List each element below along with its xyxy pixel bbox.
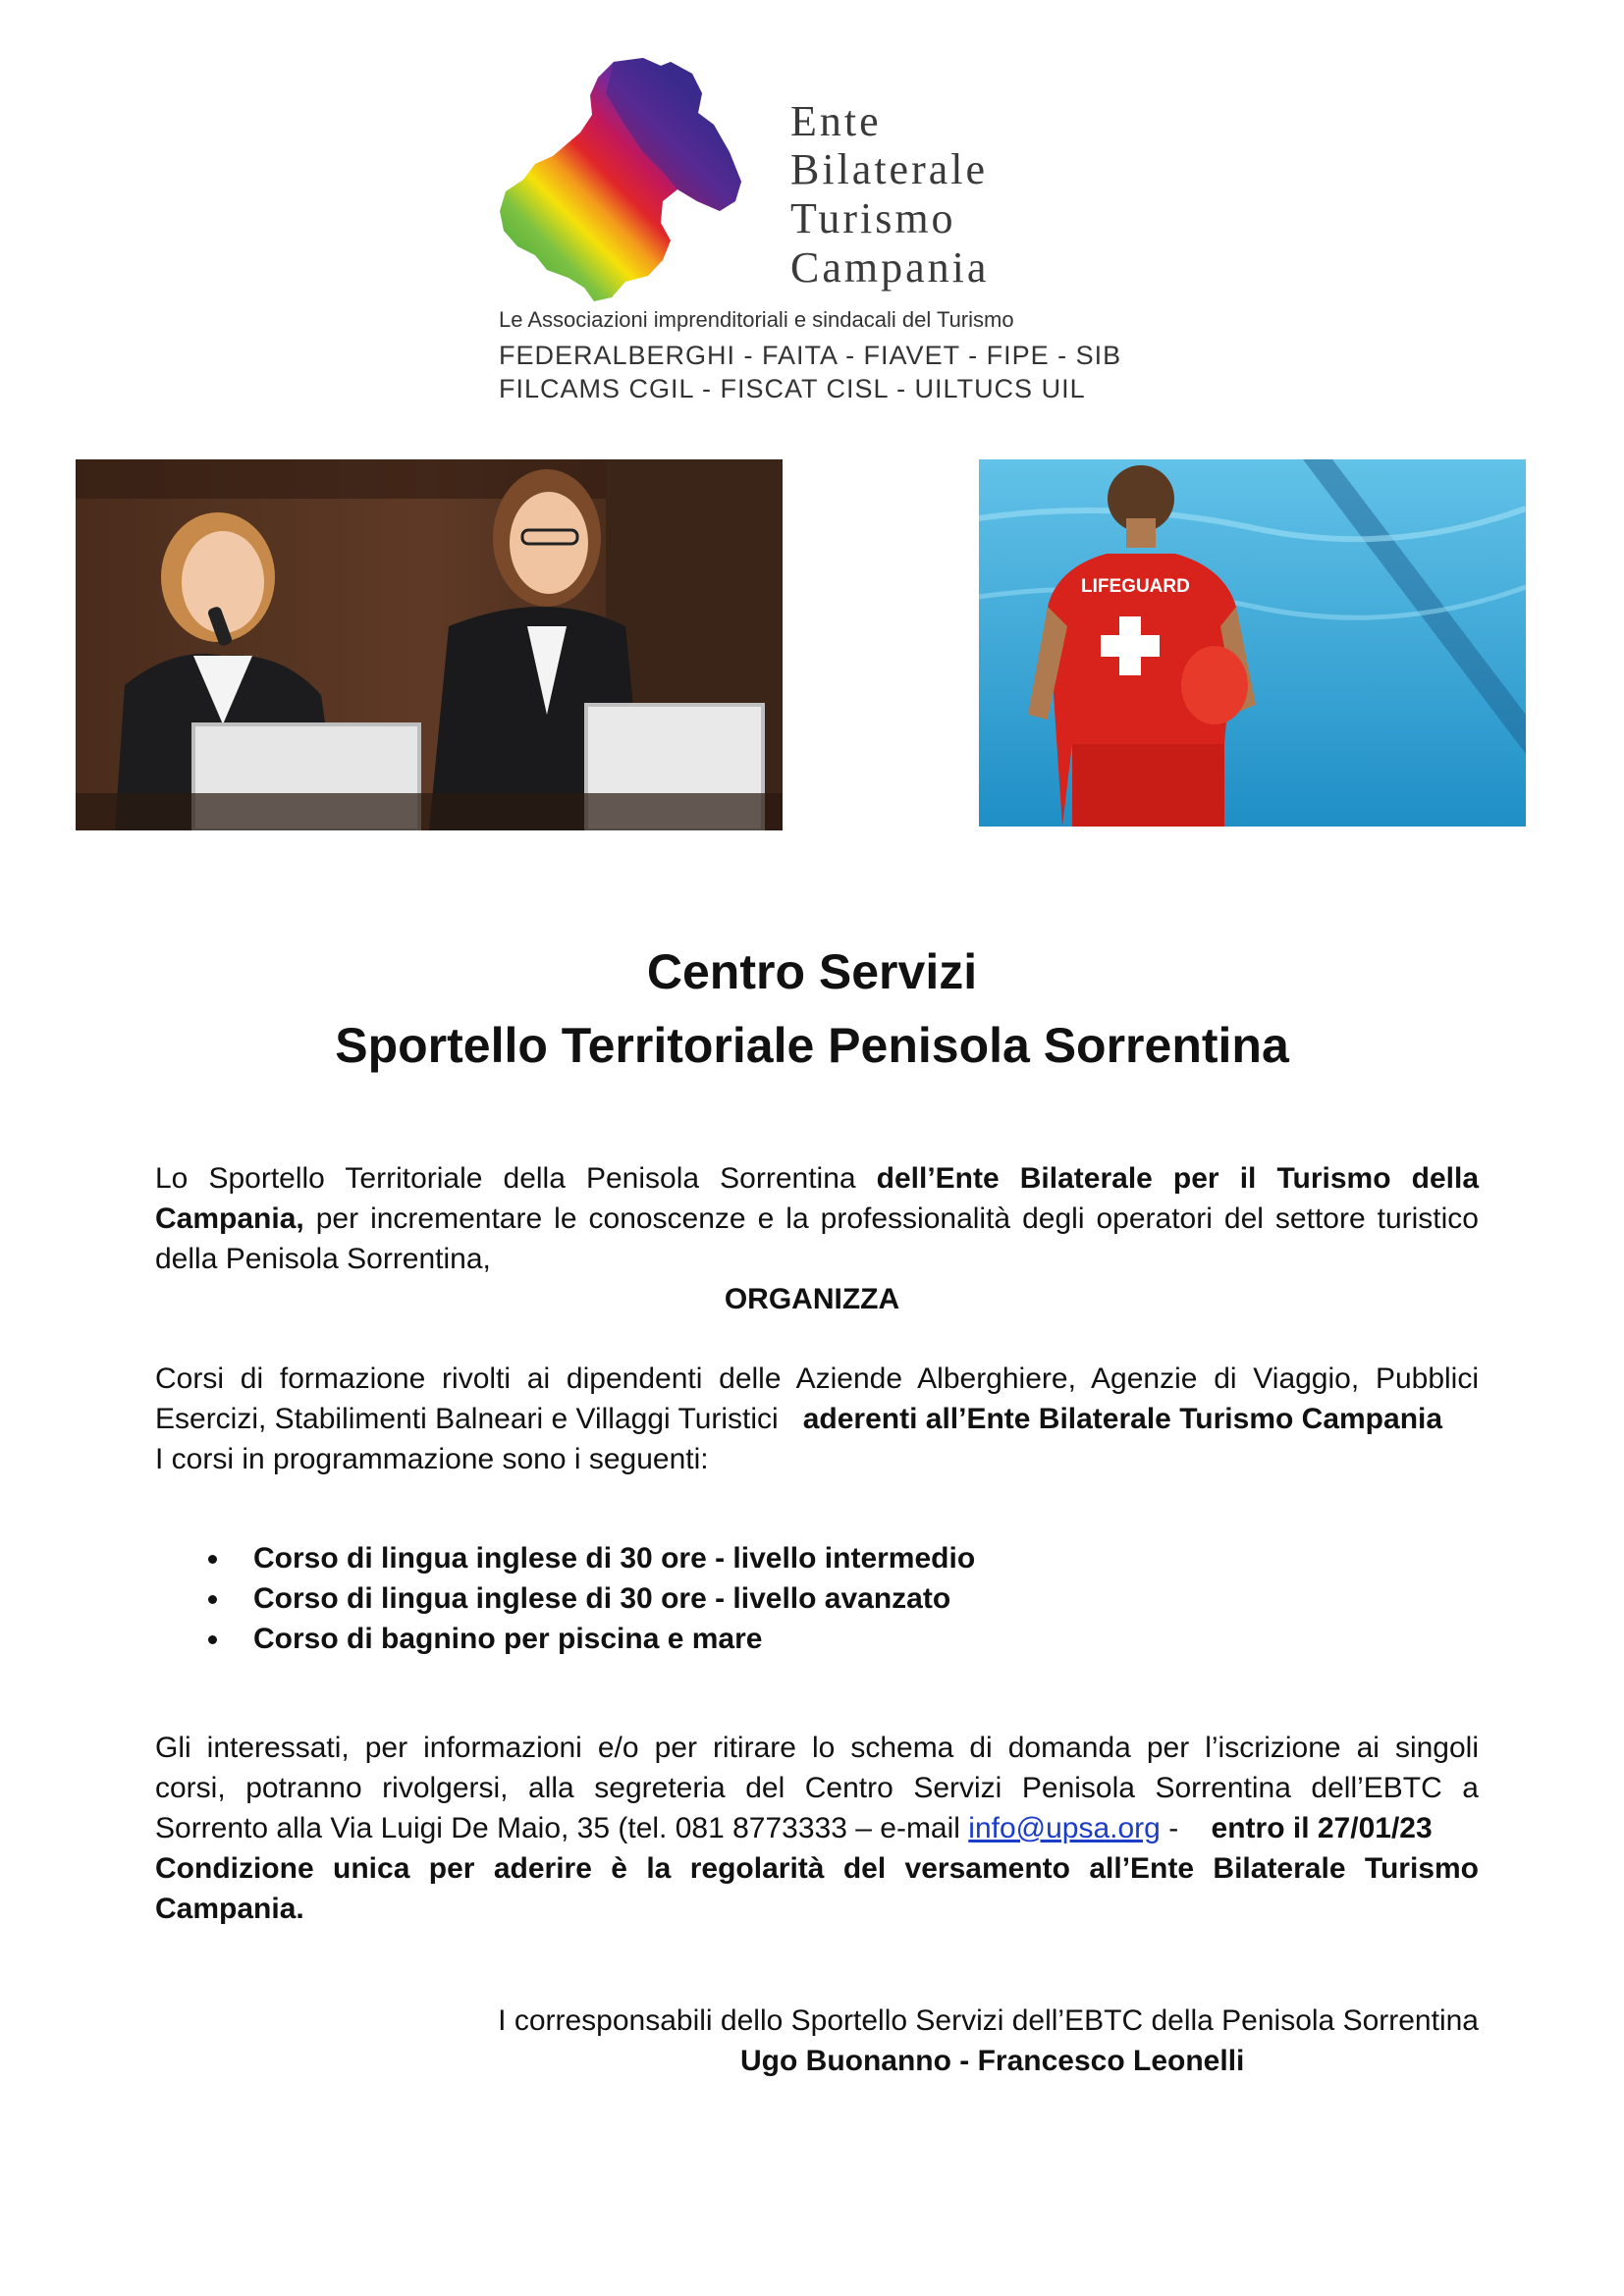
bullet-icon (208, 1555, 217, 1564)
courses-intro-text-2: Esercizi, Stabilimenti Balneari e Villaggi Turistici (155, 1403, 779, 1435)
courses-intro-line-3: I corsi in programmazione sono i seguenti: (155, 1443, 709, 1475)
organizza-heading: ORGANIZZA (724, 1283, 900, 1315)
course-name: Corso di bagnino per piscina e mare (253, 1623, 763, 1655)
intro-text-2: per incrementare le conoscenze e la professionalità degli operatori del settore turistico (303, 1202, 1479, 1235)
email-link[interactable]: info@upsa.org (968, 1812, 1161, 1844)
intro-line-2 (155, 1199, 1479, 1239)
intro-line-1 (155, 1158, 1479, 1199)
contact-line-1: Gli interessati, per informazioni e/o per ritirare lo schema di domanda per l’iscrizione ai singoli (155, 1732, 1479, 1764)
contact-line-2: corsi, potranno rivolgersi, alla segreteria del Centro Servizi Penisola Sorrentina dell’EBTC a (155, 1772, 1479, 1804)
reception-photo (76, 459, 783, 830)
intro-text-1: Lo Sportello Territoriale della Penisola Sorrentina (155, 1162, 877, 1195)
course-list (196, 1538, 975, 1659)
signature-names: Ugo Buonanno - Francesco Leonelli (740, 2045, 1245, 2077)
signature-role: I corresponsabili dello Sportello Servizi dell’EBTC della Penisola Sorrentina (498, 2004, 1479, 2037)
courses-intro-line-2 (155, 1399, 1479, 1439)
intro-line-3: della Penisola Sorrentina, (155, 1243, 491, 1275)
page-subtitle: Sportello Territoriale Penisola Sorrentina (335, 1018, 1289, 1073)
condition-line-2: Campania. (155, 1893, 304, 1925)
logo-associations-employers: FEDERALBERGHI - FAITA - FIAVET - FIPE - SIB (499, 341, 1122, 370)
bullet-icon (208, 1595, 217, 1604)
contact-dash: - (1160, 1812, 1179, 1844)
lifeguard-shirt-text: LIFEGUARD (1081, 576, 1190, 597)
contact-line-3 (155, 1808, 1479, 1848)
logo-word-campania: Campania (790, 243, 990, 292)
intro-bold-2: Campania, (155, 1202, 304, 1235)
bullet-icon (208, 1635, 217, 1644)
condition-line-1: Condizione unica per aderire è la regolarità del versamento all’Ente Bilaterale Turismo (155, 1852, 1479, 1885)
logo-associations-unions: FILCAMS CGIL - FISCAT CISL - UILTUCS UIL (499, 374, 1086, 403)
logo-word-ente: Ente (790, 97, 882, 145)
contact-address: Sorrento alla Via Luigi De Maio, 35 (tel. 081 8773333 – e-mail (155, 1812, 969, 1844)
list-item (196, 1619, 975, 1659)
intro-bold-1: dell’Ente Bilaterale per il Turismo della (876, 1162, 1480, 1195)
course-name: Corso di lingua inglese di 30 ore - livello intermedio (253, 1542, 976, 1575)
courses-intro-line-1: Corsi di formazione rivolti ai dipendenti delle Aziende Alberghiere, Agenzie di Viaggio, Pubblici (155, 1362, 1479, 1395)
logo-subtitle: Le Associazioni imprenditoriali e sindacali del Turismo (499, 307, 1014, 332)
intro-paragraph (155, 1158, 1479, 1279)
lifeguard-photo (979, 459, 1526, 827)
campania-map-logo-icon (496, 54, 746, 307)
list-item (196, 1538, 975, 1578)
course-name: Corso di lingua inglese di 30 ore - livello avanzato (253, 1582, 951, 1615)
contact-paragraph (155, 1728, 1479, 1929)
courses-intro-bold: aderenti all’Ente Bilaterale Turismo Campania (802, 1403, 1443, 1435)
page-title: Centro Servizi (646, 944, 978, 999)
deadline: entro il 27/01/23 (1211, 1812, 1433, 1844)
logo-word-turismo: Turismo (790, 194, 956, 242)
courses-intro-paragraph (155, 1359, 1479, 1479)
list-item (196, 1578, 975, 1619)
logo-word-bilaterale: Bilaterale (790, 145, 989, 193)
